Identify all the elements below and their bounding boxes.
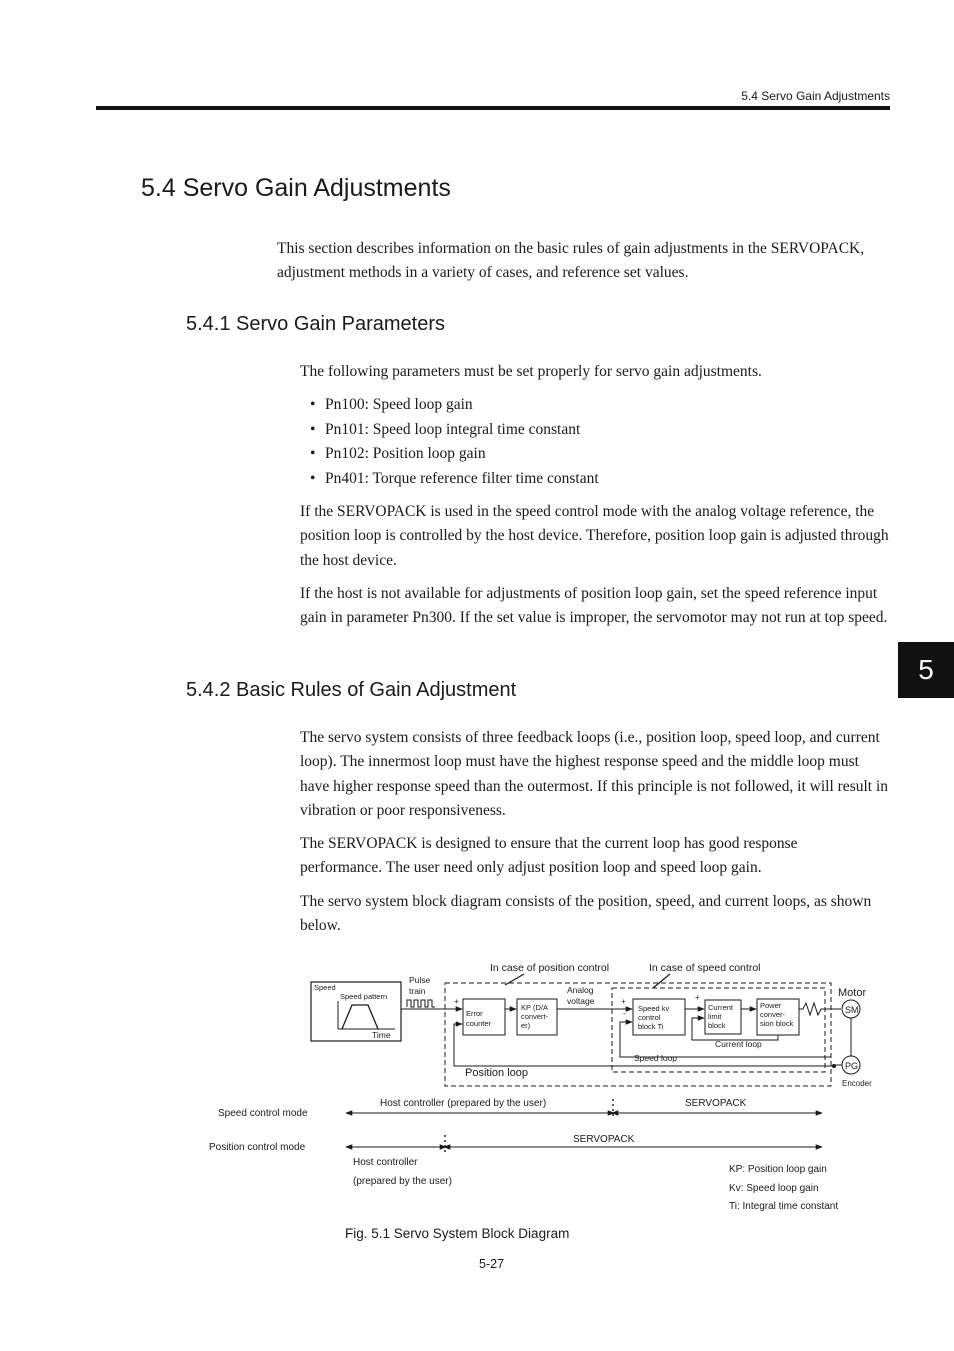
svg-text:limit: limit [708,1012,722,1021]
paragraph: The servo system block diagram consists of the position, speed, and current loops, as shown below. [300,893,872,935]
svg-text:PG: PG [845,1061,859,1071]
svg-text:(prepared by the user): (prepared by the user) [353,1176,452,1187]
speed-control-mode-label: Speed control mode [218,1108,308,1119]
svg-text:KP (D/A: KP (D/A [521,1003,548,1012]
svg-text:+: + [621,997,626,1006]
speed-loop-label: Speed loop [634,1053,678,1063]
servopack-span-label: SERVOPACK [685,1098,747,1109]
svg-text:Error: Error [466,1009,483,1018]
svg-text:block Ti: block Ti [638,1022,664,1031]
analog-voltage-label: Analog [567,985,594,995]
bullet-icon: • [310,469,316,487]
svg-text:Current: Current [708,1003,734,1012]
svg-text:conver-: conver- [760,1010,786,1019]
section-title: 5.4 Servo Gain Adjustments [141,174,451,202]
svg-text:Speed kv: Speed kv [638,1004,670,1013]
legend-item: KP: Position loop gain [729,1164,827,1175]
header-rule [96,106,890,110]
paragraph: If the SERVOPACK is used in the speed control mode with the analog voltage reference, the position loop is controlled by the host device. Therefore, position loop gain is adjusted through the host device. [300,503,889,569]
running-head: 5.4 Servo Gain Adjustments [741,89,890,103]
figure-caption: Fig. 5.1 Servo System Block Diagram [345,1226,570,1241]
legend-item: Ti: Integral time constant [729,1201,839,1212]
pulse-train-icon [407,1000,435,1007]
callout-position-control: In case of position control [490,962,610,974]
motor-label: Motor [838,987,867,999]
speed-pattern-box [311,982,401,1041]
callout-speed-control: In case of speed control [649,962,761,974]
svg-text:-: - [623,1009,626,1018]
list-item: • Pn100: Speed loop gain [310,393,599,418]
host-controller-span-label: Host controller (prepared by the user) [380,1098,547,1109]
pulse-train-label: Pulse [409,975,431,985]
list-item: • Pn102: Position loop gain [310,442,599,467]
legend-item: Kv: Speed loop gain [729,1183,819,1194]
bullet-icon: • [310,420,316,438]
params-lead: The following parameters must be set properly for servo gain adjustments. [300,363,762,380]
servopack-span-label: SERVOPACK [573,1134,635,1145]
position-control-mode-label: Position control mode [209,1142,306,1153]
svg-text:Power: Power [760,1001,782,1010]
page-number: 5-27 [479,1257,505,1271]
chapter-tab: 5 [898,642,954,698]
servo-block-diagram [200,955,890,1217]
encoder-label: Encoder [842,1079,872,1088]
bullet-icon: • [310,396,316,413]
bullet-icon: • [310,445,316,462]
svg-text:control: control [638,1013,661,1022]
subsection-title-2: 5.4.2 Basic Rules of Gain Adjustment [186,679,517,701]
speed-axis-label: Speed [314,983,336,992]
svg-text:+: + [454,997,459,1006]
paragraph: The servo system consists of three feedback loops (i.e., position loop, speed loop, and current loop). The innermost loop must have the highest response speed and the middle loop must have higher response speed than the outermost. If this principle is not followed, it will result in vibration or poor responsiveness. [300,729,889,819]
svg-text:+: + [695,993,700,1002]
time-axis-label: Time [372,1030,391,1040]
output-wave [799,1003,841,1015]
svg-text:-: - [695,1013,698,1022]
svg-text:counter: counter [466,1019,492,1028]
current-loop-label: Current loop [715,1039,762,1049]
host-controller-label: Host controller [353,1157,418,1168]
svg-text:voltage: voltage [567,996,595,1006]
svg-text:block: block [708,1021,726,1030]
svg-text:SM: SM [845,1005,859,1015]
svg-text:er): er) [521,1021,531,1030]
list-item: • Pn401: Torque reference filter time constant [310,467,599,492]
paragraph: If the host is not available for adjustments of position loop gain, set the speed reference input gain in parameter Pn300. If the set value is improper, the servomotor may not run at top speed. [300,585,888,627]
parameter-list [310,393,599,491]
list-item: • Pn101: Speed loop integral time constant [310,418,599,443]
paragraph: The SERVOPACK is designed to ensure that the current loop has good response performance. The user need only adjust position loop and speed loop gain. [300,835,798,877]
svg-text:convert-: convert- [521,1012,549,1021]
section-intro: This section describes information on the basic rules of gain adjustments in the SERVOPACK, adjustment methods in a variety of cases, and reference set values. [277,240,865,282]
speed-pattern-label: Speed pattern [340,992,388,1001]
svg-text:sion block: sion block [760,1019,794,1028]
subsection-title-1: 5.4.1 Servo Gain Parameters [186,313,446,335]
svg-text:train: train [409,986,426,996]
position-loop-label: Position loop [465,1067,528,1079]
callout-pointer [653,974,670,988]
